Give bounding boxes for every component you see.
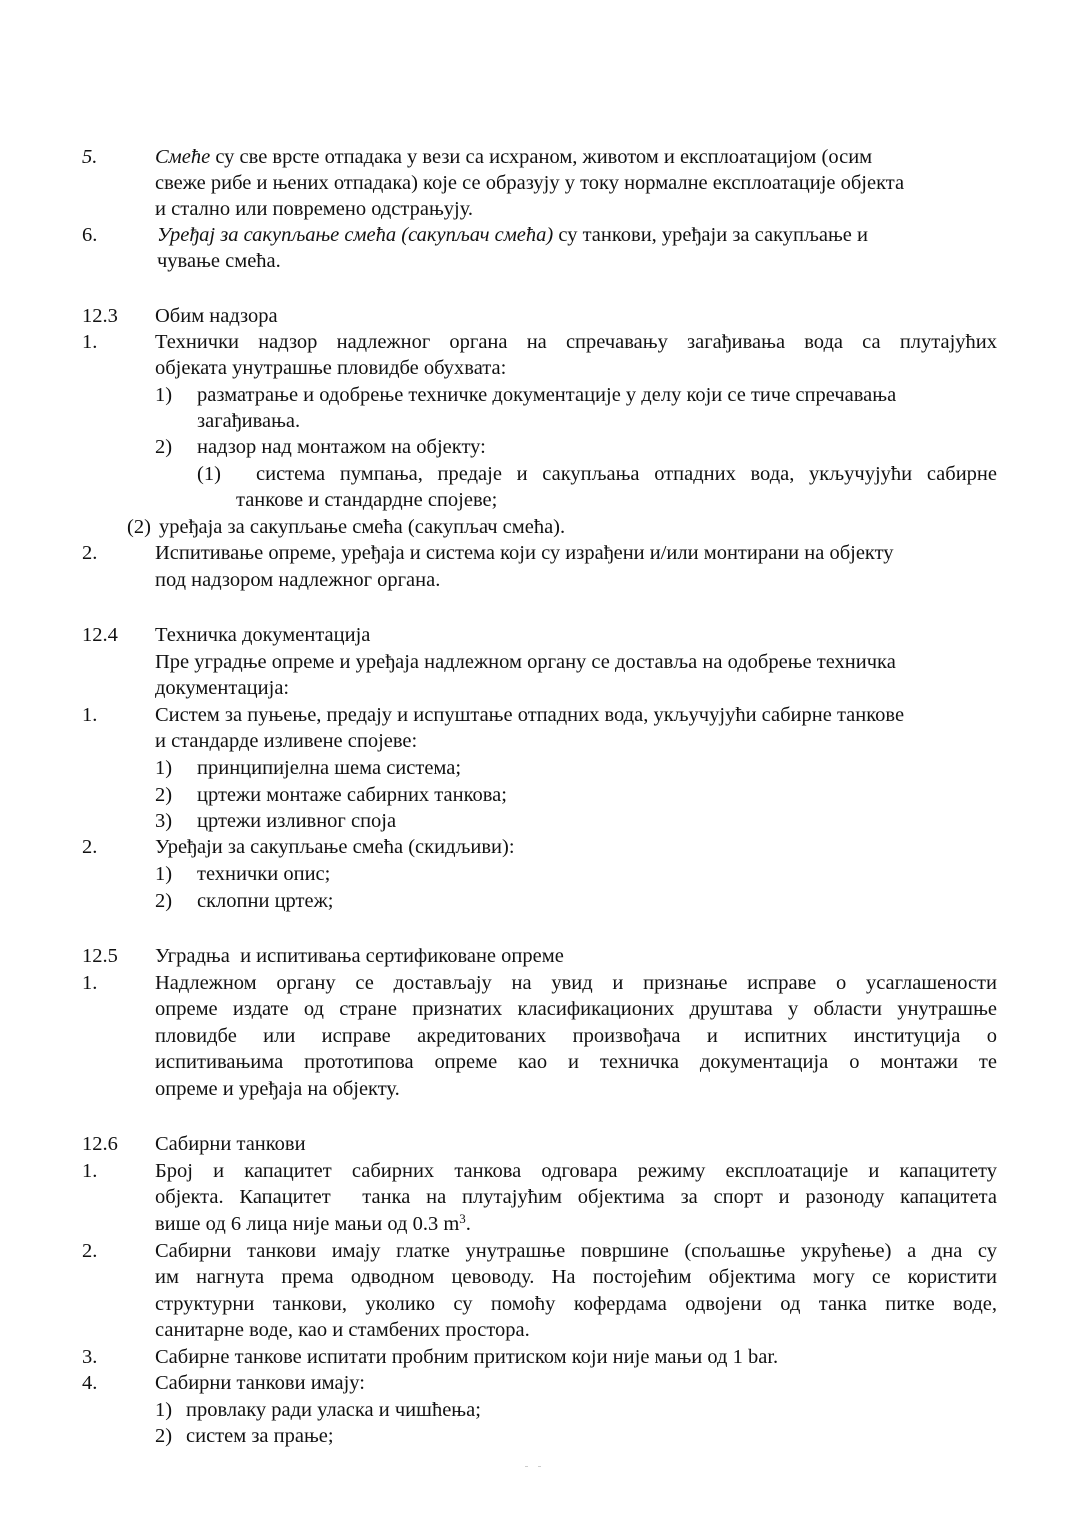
section-title: Сабирни танкови <box>155 1133 306 1155</box>
list-number: 1. <box>82 1160 98 1182</box>
sub-list-number: 2) <box>155 1425 173 1447</box>
paragraph-line: структурни танкови, уколико су помоћу кофердама одвојени од танка питке воде, <box>155 1293 997 1315</box>
paragraph-line: испитивањима прототипова опреме као и техничка документација о монтажи те <box>155 1051 997 1073</box>
sub-list-line: цртежи монтаже сабирних танкова; <box>197 784 507 806</box>
sub-list-line: цртежи изливног споја <box>197 810 397 832</box>
paragraph-line: Надлежном органу се достављају на увид и признање исправе о усаглашености <box>155 972 997 994</box>
paragraph-line: Технички надзор надлежног органа на спречавању загађивања вода са плутајућих <box>155 331 997 353</box>
intro-line: Пре уградње опреме и уређаја надлежном органу се доставља на одобрење техничка <box>155 651 896 673</box>
sub-list-number: 3) <box>155 810 173 832</box>
section-title: Уградња и испитивања сертификоване опреме <box>155 945 564 967</box>
subsub-list-number: (1) <box>197 463 221 485</box>
sub-list-number: 2) <box>155 890 173 912</box>
definition-text-line: и стално или повремено одстрањују. <box>155 198 474 220</box>
list-number: 1. <box>82 704 98 726</box>
list-number: 5. <box>82 146 98 168</box>
subsub-list-line: уређаја за сакупљање смећа (сакупљач смећа). <box>159 516 566 538</box>
paragraph-line: под надзором надлежног органа. <box>155 569 441 591</box>
text-fragment: више од 6 лица није мањи од 0.3 m <box>155 1213 460 1235</box>
intro-line: документација: <box>155 677 290 699</box>
paragraph-line: опреме издате од стране признатих класификационих друштава у области унутрашње <box>155 998 997 1020</box>
section-title: Техничка документација <box>155 624 371 646</box>
section-title: Обим надзора <box>155 305 278 327</box>
scan-artifact <box>525 1466 528 1467</box>
defined-term: Уређај за сакупљање смећа (сакупљач смећа) <box>157 224 554 246</box>
sub-list-line: провлаку ради уласка и чишћења; <box>186 1399 481 1421</box>
paragraph-line: објеката унутрашње пловидбе обухвата: <box>155 357 507 379</box>
paragraph-line: Број и капацитет сабирних танкова одговара режиму експлоатације и капацитету <box>155 1160 997 1182</box>
definition-text-line: свеже рибе и њених отпадака) које се образују у току нормалне експлоатације објекта <box>155 172 905 194</box>
paragraph-line: Сабирни танкови имају глатке унутрашње површине (спољашње укрућење) а дна су <box>155 1240 997 1262</box>
subsub-list-line: система пумпања, предаје и сакупљања отпадних вода, укључујући сабирне <box>256 463 997 485</box>
paragraph-line: им нагнута према одводном цевоводу. На постојећим објектима могу се користити <box>155 1266 997 1288</box>
superscript: 3 <box>459 1211 466 1226</box>
subsub-list-line: танкове и стандардне спојеве; <box>236 489 498 511</box>
definition-text-line <box>155 144 997 170</box>
text-fragment: су танкови, уређаји за сакупљање и <box>553 224 868 246</box>
sub-list-line: принципијелна шема система; <box>197 757 462 779</box>
paragraph-line: објекта. Капацитет танка на плутајућим објектима за спорт и разоноду капацитета <box>155 1186 997 1208</box>
sub-list-line: загађивања. <box>197 410 301 432</box>
paragraph-line: Испитивање опреме, уређаја и система који су израђени и/или монтирани на објекту <box>155 542 894 564</box>
list-number: 4. <box>82 1372 98 1394</box>
section-number: 12.6 <box>82 1133 118 1155</box>
sub-list-number: 2) <box>155 784 173 806</box>
paragraph-line: опреме и уређаја на објекту. <box>155 1078 400 1100</box>
list-number: 6. <box>82 224 98 246</box>
section-number: 12.3 <box>82 305 118 327</box>
paragraph-line: Сабирни танкови имају: <box>155 1372 365 1394</box>
scan-artifact <box>538 1466 541 1467</box>
sub-list-number: 1) <box>155 757 173 779</box>
list-number: 2. <box>82 836 98 858</box>
list-number: 3. <box>82 1346 98 1368</box>
text-fragment: су све врсте отпадака у вези са исхраном, животом и експлоатацијом (осим <box>210 146 873 168</box>
sub-list-number: 1) <box>155 384 173 406</box>
sub-list-line: надзор над монтажом на објекту: <box>197 436 486 458</box>
sub-list-number: 2) <box>155 436 173 458</box>
paragraph-line: Систем за пуњење, предају и испуштање отпадних вода, укључујући сабирне танкове <box>155 704 905 726</box>
sub-list-line: разматрање и одобрење техничке документације у делу који се тиче спречавања <box>197 384 897 406</box>
sub-list-number: 1) <box>155 863 173 885</box>
definition-text-line <box>157 222 999 248</box>
sub-list-number: 1) <box>155 1399 173 1421</box>
paragraph-line: пловидбе или исправе акредитованих произвођача и испитних институција о <box>155 1025 997 1047</box>
paragraph-line: Сабирне танкове испитати пробним притиском који није мањи од 1 bar. <box>155 1346 779 1368</box>
list-number: 2. <box>82 542 98 564</box>
paragraph-line <box>155 1211 997 1237</box>
section-number: 12.5 <box>82 945 118 967</box>
list-number: 1. <box>82 331 98 353</box>
defined-term: Смеће <box>155 146 211 168</box>
paragraph-line: и стандарде изливене спојеве: <box>155 730 418 752</box>
section-number: 12.4 <box>82 624 118 646</box>
paragraph-line: санитарне воде, као и стамбених простора. <box>155 1319 530 1341</box>
subsub-list-number: (2) <box>127 516 151 538</box>
paragraph-line: Уређаји за сакупљање смећа (скидљиви): <box>155 836 515 858</box>
sub-list-line: систем за прање; <box>186 1425 334 1447</box>
sub-list-line: технички опис; <box>197 863 331 885</box>
sub-list-line: склопни цртеж; <box>197 890 334 912</box>
definition-text-line: чување смећа. <box>157 250 281 272</box>
list-number: 1. <box>82 972 98 994</box>
list-number: 2. <box>82 1240 98 1262</box>
text-fragment: . <box>465 1213 471 1235</box>
